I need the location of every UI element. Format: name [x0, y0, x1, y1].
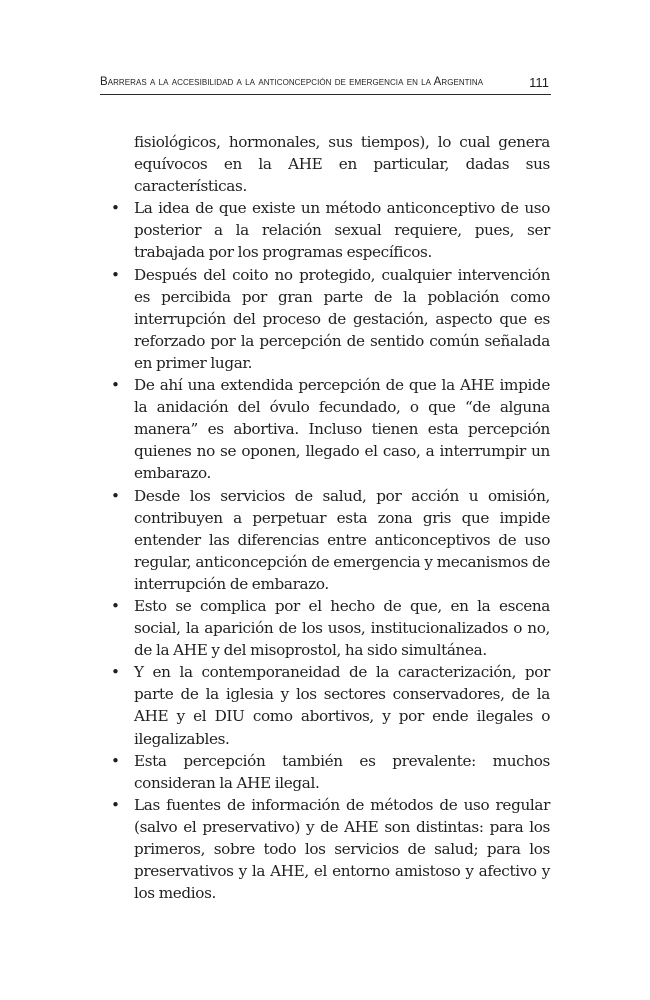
page-body — [110, 131, 550, 904]
bullet-icon: • — [111, 486, 120, 505]
list-item — [110, 374, 550, 484]
list-item-text: Esto se complica por el hecho de que, en la escena social, la aparición de los usos, institucionalizados o no, de la AHE y del misoprostol, ha sido simultánea. — [134, 596, 550, 660]
list-item — [110, 595, 550, 661]
running-title: Barreras a la accesibilidad a la anticoncepción de emergencia en la Argentina — [100, 76, 484, 88]
list-item-text: Desde los servicios de salud, por acción u omisión, contribuyen a perpetuar esta zona gris que impide entender las diferencias entre anticonceptivos de uso regular, anticoncepción de emergencia y mecanismos de interrupción de embarazo. — [134, 486, 550, 593]
list-item — [110, 750, 550, 794]
bullet-icon: • — [111, 199, 120, 218]
page-number: 111 — [529, 75, 549, 90]
continued-paragraph: fisiológicos, hormonales, sus tiempos), lo cual genera equívocos en la AHE en particular, dadas sus características. — [134, 133, 550, 196]
list-item-text: Las fuentes de información de métodos de uso regular (salvo el preservativo) y de AHE son distintas: para los primeros, sobre todo los servicios de salud; para los preservativos y la AHE, el entorno amistoso y afectivo y los medios. — [134, 795, 550, 903]
list-item — [110, 661, 550, 749]
bullet-icon: • — [111, 376, 120, 395]
list-item-text: La idea de que existe un método anticonceptivo de uso posterior a la relación sexual requiere, pues, ser trabajada por los programas específicos. — [134, 199, 550, 262]
bullet-icon: • — [111, 795, 120, 814]
bullet-icon: • — [111, 751, 120, 770]
list-item-text: Después del coito no protegido, cualquier intervención es percibida por gran parte de la población como interrupción del proceso de gestación, aspecto que es reforzado por la percepción de sentido común señalada en primer lugar. — [134, 265, 550, 372]
list-item — [110, 264, 550, 374]
list-item — [110, 485, 550, 595]
bullet-icon: • — [111, 265, 120, 284]
bullet-icon: • — [111, 596, 120, 615]
list-item-text: Y en la contemporaneidad de la caracterización, por parte de la iglesia y los sectores conservadores, de la AHE y el DIU como abortivos, y por ende ilegales o ilegalizables. — [134, 663, 550, 748]
bullet-icon: • — [111, 663, 120, 682]
list-item-text: Esta percepción también es prevalente: muchos consideran la AHE ilegal. — [134, 751, 550, 792]
list-item — [110, 197, 550, 263]
running-header — [100, 74, 551, 95]
bullet-list — [110, 197, 550, 904]
list-item-text: De ahí una extendida percepción de que la AHE impide la anidación del óvulo fecundado, o que “de alguna manera” es abortiva. Incluso tienen esta percepción quienes no se oponen, llegado el caso, a interrumpir un embarazo. — [134, 376, 550, 483]
list-item — [110, 794, 550, 904]
